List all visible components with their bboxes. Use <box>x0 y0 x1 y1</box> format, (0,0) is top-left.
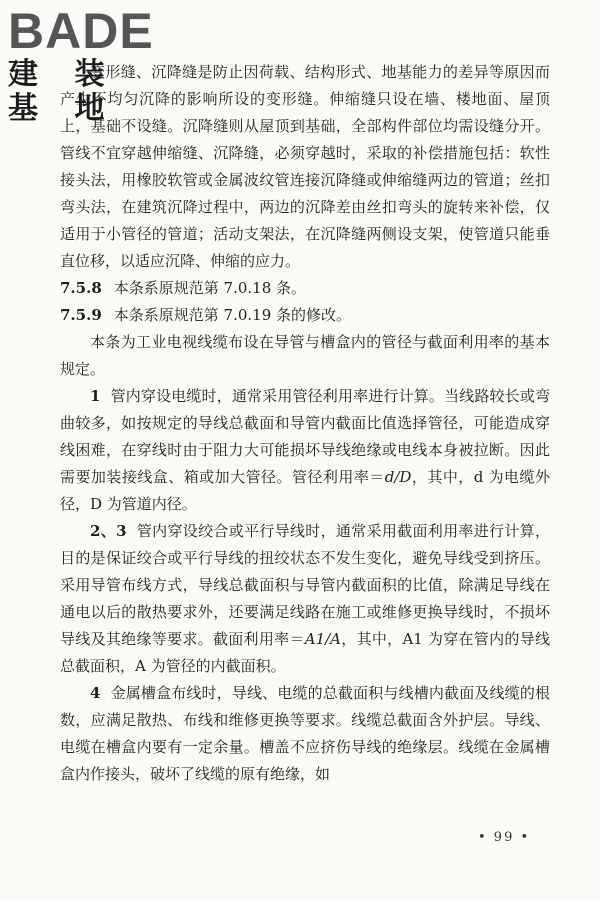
page-number: • 99 • <box>478 830 531 845</box>
item-1 <box>60 383 550 518</box>
item-text: 管内穿设电缆时，通常采用管径利用率进行计算。当线路较长或弯曲较多，如按规定的导线总截面和导管内截面比值选择管径，可能造成穿线困难，在穿线时由于阻力大可能损坏导线绝缘或电线本身被拉断。因此需要加装接线盒、箱或加大管径。管径利用率＝ <box>60 387 550 486</box>
item-number: 2、3 <box>90 522 127 540</box>
clause-number: 7.5.9 <box>60 306 102 324</box>
item-text-tail: ，其中，d 为电缆外径，D 为管道内径。 <box>60 468 550 513</box>
clause-number: 7.5.8 <box>60 279 102 297</box>
formula-pipe-utilization: d/D <box>384 468 412 486</box>
logo-word: BADE <box>8 3 154 59</box>
paragraph-deformation-joint: 变形缝、沉降缝是防止因荷载、结构形式、地基能力的差异等原因而产生不均匀沉降的影响所设的变形缝。伸缩缝只设在墙、楼地面、屋顶上，基础不设缝。沉降缝则从屋顶到基础，全部构件部位均需设缝分开。管线不宜穿越伸缩缝、沉降缝，必须穿越时，采取的补偿措施包括：软性接头法，用橡胶软管或金属波纹管连接沉降缝或伸缩缝两边的管道；丝扣弯头法，在建筑沉降过程中，两边的沉降差由丝扣弯头的旋转来补偿，仅适用于小管径的管道；活动支架法，在沉降缝两侧设支架，使管道只能垂直位移，以适应沉降、伸缩的应力。 <box>60 63 550 270</box>
item-number: 1 <box>90 387 101 405</box>
item-text: 管内穿设绞合或平行导线时，通常采用截面利用率进行计算，目的是保证绞合或平行导线的扭绞状态不发生变化，避免导线受到挤压。采用导管布线方式，导线总截面积与导管内截面积的比值，除满足导线在通电以后的散热要求外，还要满足线路在施工或维修更换导线时，不损坏导线及其绝缘等要求。截面利用率＝ <box>60 522 550 648</box>
item-4 <box>60 680 550 788</box>
clause-text: 本条系原规范第 7.0.19 条的修改。 <box>113 306 352 324</box>
document-body <box>60 59 550 788</box>
clause-text: 本条系原规范第 7.0.18 条。 <box>113 279 307 297</box>
item-2-3 <box>60 518 550 680</box>
item-text: 金属槽盒布线时，导线、电缆的总截面积与线槽内截面及线缆的根数，应满足散热、布线和维修更换等要求。线缆总截面含外护层。导线、电缆在槽盒内要有一定余量。槽盖不应挤伤导线的绝缘层。线缆在金属槽盒内作接头，破坏了线缆的原有绝缘，如 <box>60 684 550 783</box>
formula-section-utilization: A1/A <box>304 630 341 648</box>
logo-subtitle: 建 装 基 地 <box>8 57 118 126</box>
clause-7-5-9 <box>60 302 550 329</box>
paragraph-intro: 本条为工业电视线缆布设在导管与槽盒内的管径与截面利用率的基本规定。 <box>60 333 550 378</box>
item-number: 4 <box>90 684 101 702</box>
clause-7-5-8 <box>60 275 550 302</box>
item-text-tail: ，其中，A1 为穿在管内的导线总截面积，A 为管径的内截面积。 <box>60 630 550 675</box>
